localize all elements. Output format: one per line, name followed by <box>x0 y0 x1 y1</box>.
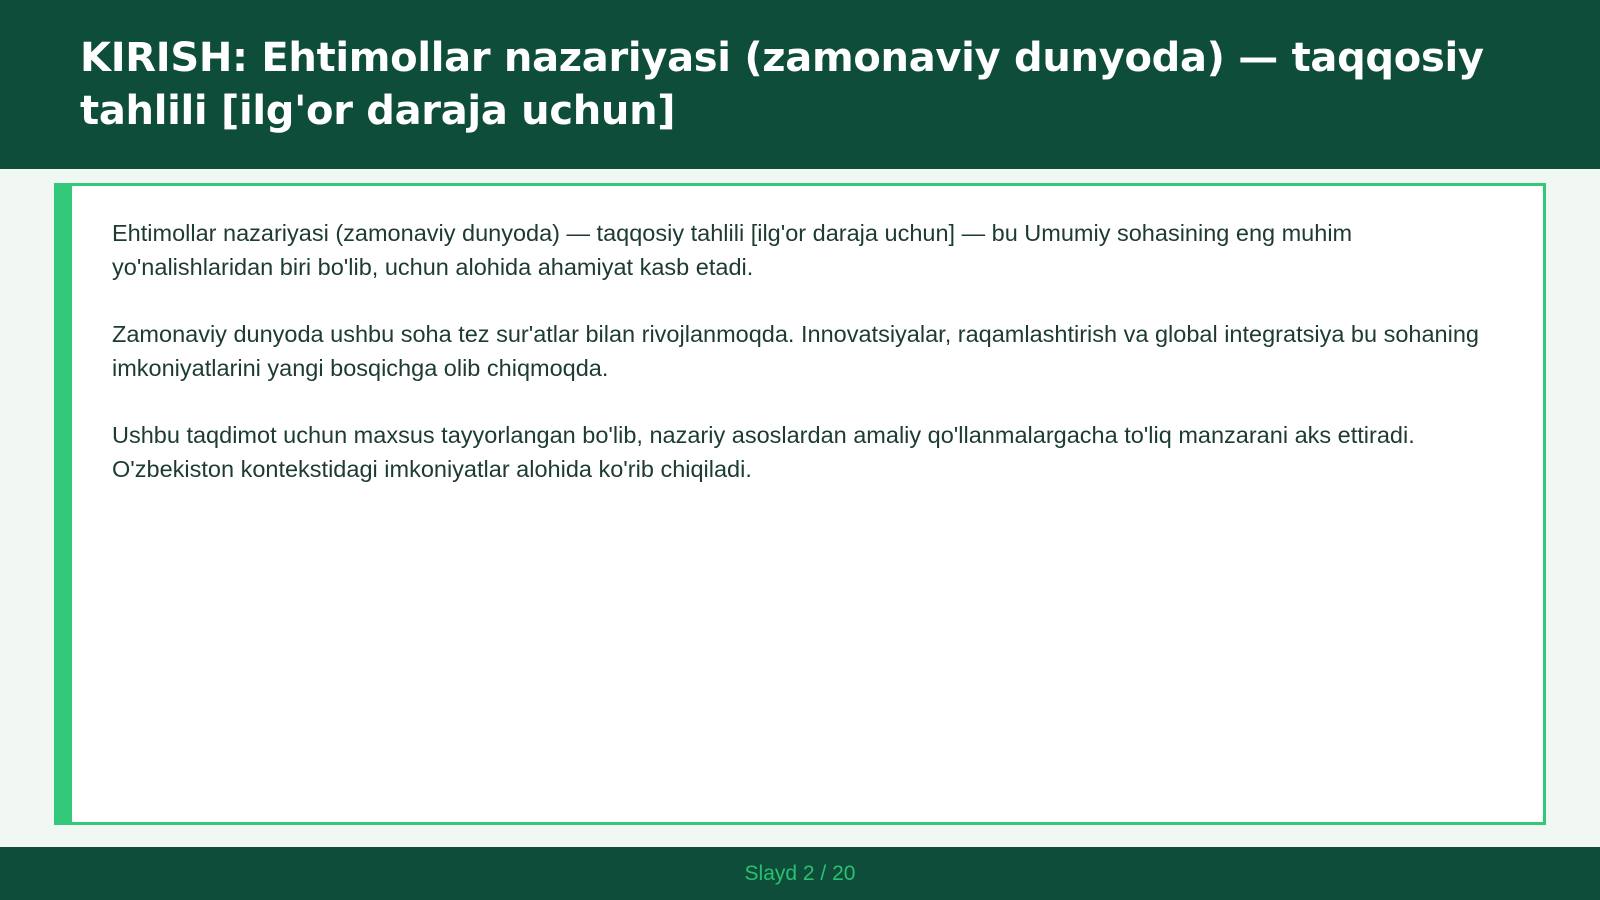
slide-header <box>0 0 1600 169</box>
slide-title: KIRISH: Ehtimollar nazariyasi (zamonaviy dunyoda) — taqqosiy tahlili [ilg'or daraja uchun] <box>80 35 1484 134</box>
slide-counter: Slayd 2 / 20 <box>744 861 856 885</box>
content-paragraph-3: Ushbu taqdimot uchun maxsus tayyorlangan bo'lib, nazariy asoslardan amaliy qo'llanmalargacha to'liq manzarani aks ettiradi. O'zbekiston kontekstidagi imkoniyatlar alohida ko'rib chiqiladi. <box>112 422 1415 482</box>
slide-footer <box>0 847 1600 900</box>
content-paragraph-2: Zamonaviy dunyoda ushbu soha tez sur'atlar bilan rivojlanmoqda. Innovatsiyalar, raqamlashtirish va global integratsiya bu sohaning imkoniyatlarini yangi bosqichga olib chiqmoqda. <box>112 321 1479 381</box>
content-paragraph-1: Ehtimollar nazariyasi (zamonaviy dunyoda) — taqqosiy tahlili [ilg'or daraja uchun] — bu Umumiy sohasining eng muhim yo'nalishlaridan biri bo'lib, uchun alohida ahamiyat kasb etadi. <box>112 220 1353 280</box>
content-box <box>54 183 1546 825</box>
